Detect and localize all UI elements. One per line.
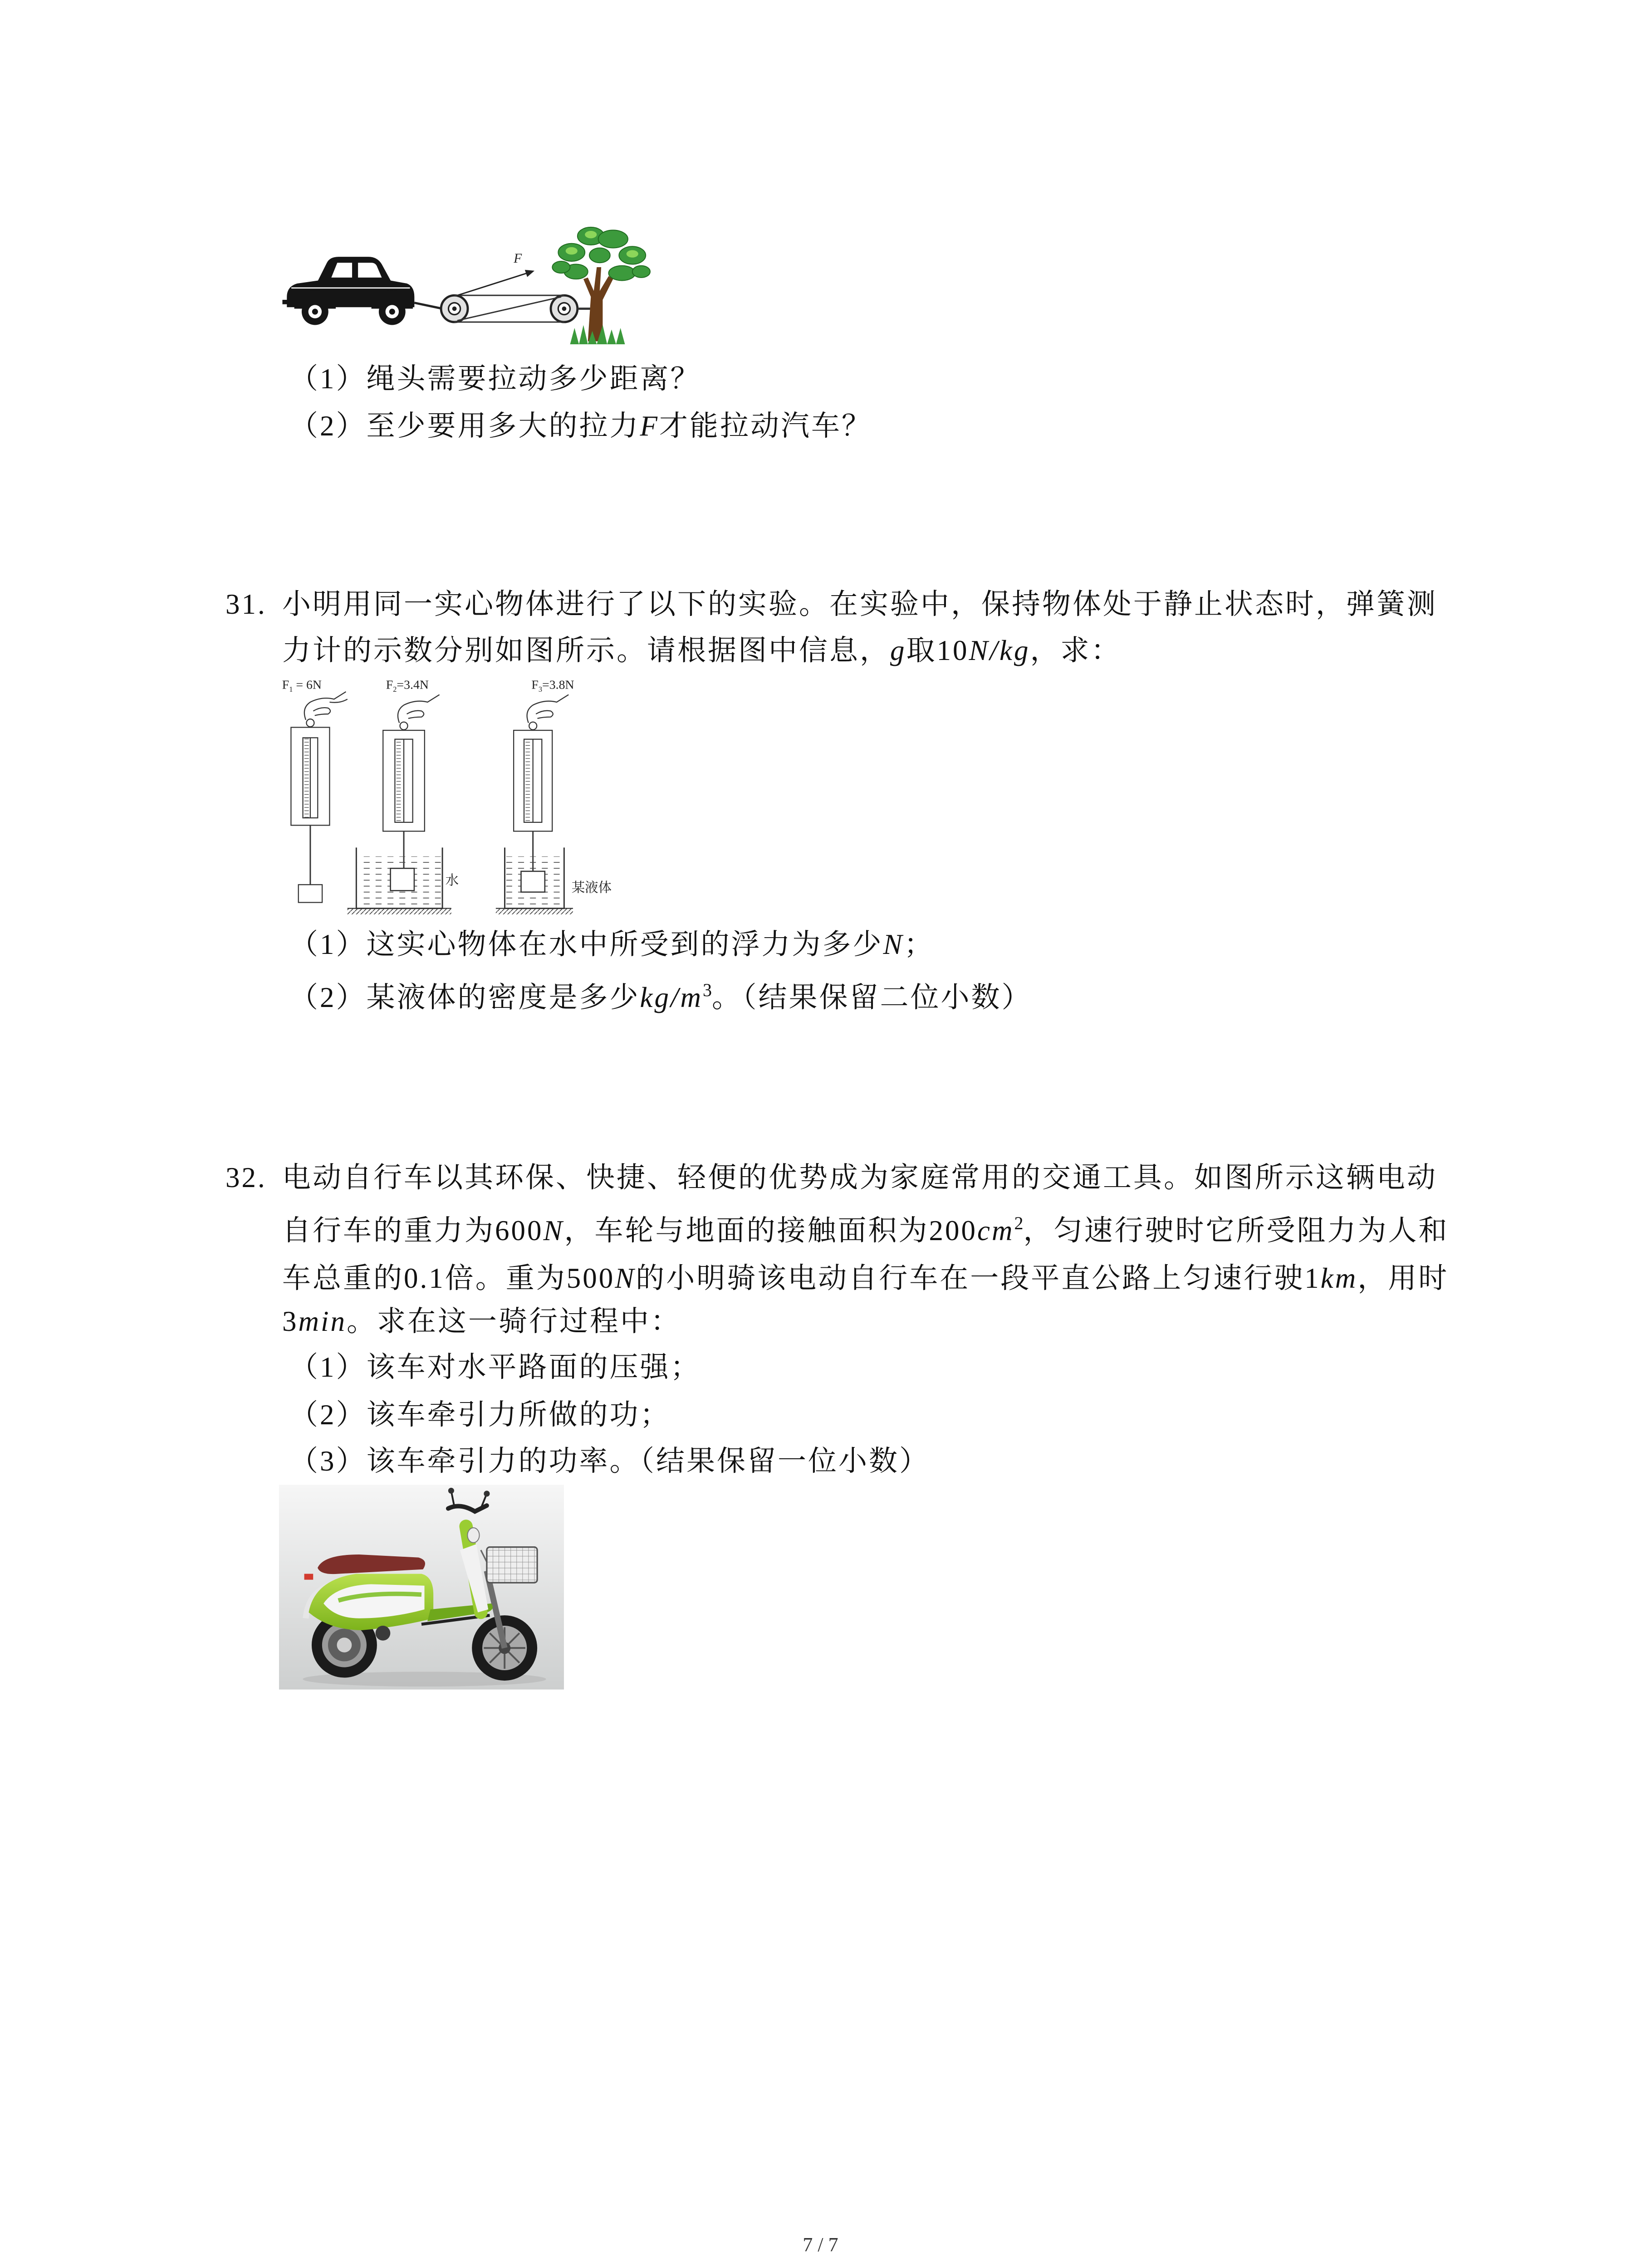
pulley-right [551,295,578,322]
q31-sub2-end: 。（结果保留二位小数） [711,982,1032,1013]
car-drawing [282,257,414,325]
liquid-beaker [496,848,573,914]
q32-line2-text-mid: ，车轮与地面的接触面积为200 [564,1215,978,1246]
q32-sub-question-3: （3）该车牵引力的功率。（结果保留一位小数） [289,1445,930,1477]
newton-unit: N [543,1215,564,1246]
q32-line3-text: 车总重的0.1倍。重为500 [282,1262,615,1294]
spring-scale-in-air [291,692,347,903]
newton-unit: N [883,929,904,960]
q32-line3-end: ，用时 [1357,1262,1449,1294]
scale-2-reading: $F_2=3.4N$ [386,678,429,694]
q31-sub-question-1 [289,927,935,962]
distance-unit: km [1320,1262,1358,1294]
electric-bike-photo [279,1485,564,1690]
gravity-symbol: g [890,635,906,666]
bike-basket [481,1547,537,1583]
q31-stem-line-2 [282,633,1122,668]
q32-sub-question-1: （1）该车对水平路面的压强； [289,1351,701,1383]
gravity-unit: N/kg [969,635,1030,666]
area-unit: cm [977,1215,1014,1246]
tree-drawing [552,227,650,344]
q30-sub2-text: （2）至少要用多大的拉力 [289,410,640,442]
newton-unit: N [615,1262,636,1294]
q32-stem-line-1: 电动自行车以其环保、快捷、轻便的优势成为家庭常用的交通工具。如图所示这辆电动 [282,1162,1437,1193]
q32-stem-line-2 [282,1213,1449,1248]
q32-line4-end: 。求在这一骑行过程中： [347,1305,681,1337]
density-unit: kg/m [640,982,703,1013]
q31-number: 31. [225,588,267,620]
q31-stem-line-1: 小明用同一实心物体进行了以下的实验。在实验中，保持物体处于静止状态时，弹簧测 [282,588,1437,620]
page-number: 7 / 7 [803,2234,838,2256]
q32-line2-text: 自行车的重力为600 [282,1215,544,1246]
pulley-left [441,295,468,322]
density-unit-exponent: 3 [702,980,712,1000]
spring-scale-in-liquid [514,695,568,871]
q31-line2-end: ，求： [1030,635,1122,666]
liquid-label: 某液体 [571,880,612,895]
scale-3-reading: $F_3=3.8N$ [531,678,574,694]
q31-sub1-text: （1）这实心物体在水中所受到的浮力为多少 [289,929,883,960]
q32-number: 32. [225,1162,267,1193]
q32-line3-text-mid: 的小明骑该电动自行车在一段平直公路上匀速行驶1 [636,1262,1321,1294]
water-beaker [348,848,451,914]
q32-line4-value: 3 [282,1305,299,1337]
q30-sub-question-2 [289,409,872,443]
q31-sub2-text: （2）某液体的密度是多少 [289,982,640,1013]
q32-stem-line-3 [282,1261,1449,1295]
q31-line2-text: 力计的示数分别如图所示。请根据图中信息， [282,635,890,666]
q31-sub1-end: ； [904,929,935,960]
force-arrow [457,270,534,295]
time-unit: min [298,1305,347,1337]
force-label: F [514,251,522,266]
spring-scale-figure [279,675,643,916]
q30-sub2-text-end: 才能拉动汽车？ [659,410,872,442]
q32-sub-question-2: （2）该车牵引力所做的功； [289,1399,671,1431]
q30-sub-question-1: （1）绳头需要拉动多少距离？ [289,363,701,395]
q31-sub-question-2 [289,980,1032,1015]
q32-line2-end: ，匀速行驶时它所受阻力为人和 [1023,1215,1449,1246]
car-pulley-tree-figure [282,223,653,344]
q31-line2-value: 取10 [906,635,969,666]
water-label: 水 [445,873,459,888]
area-unit-exponent: 2 [1014,1213,1024,1233]
force-variable: F [640,410,659,442]
spring-scale-in-water [383,695,439,869]
q32-stem-line-4 [282,1304,681,1339]
scale-1-reading: $F_1 = 6N$ [282,678,322,694]
